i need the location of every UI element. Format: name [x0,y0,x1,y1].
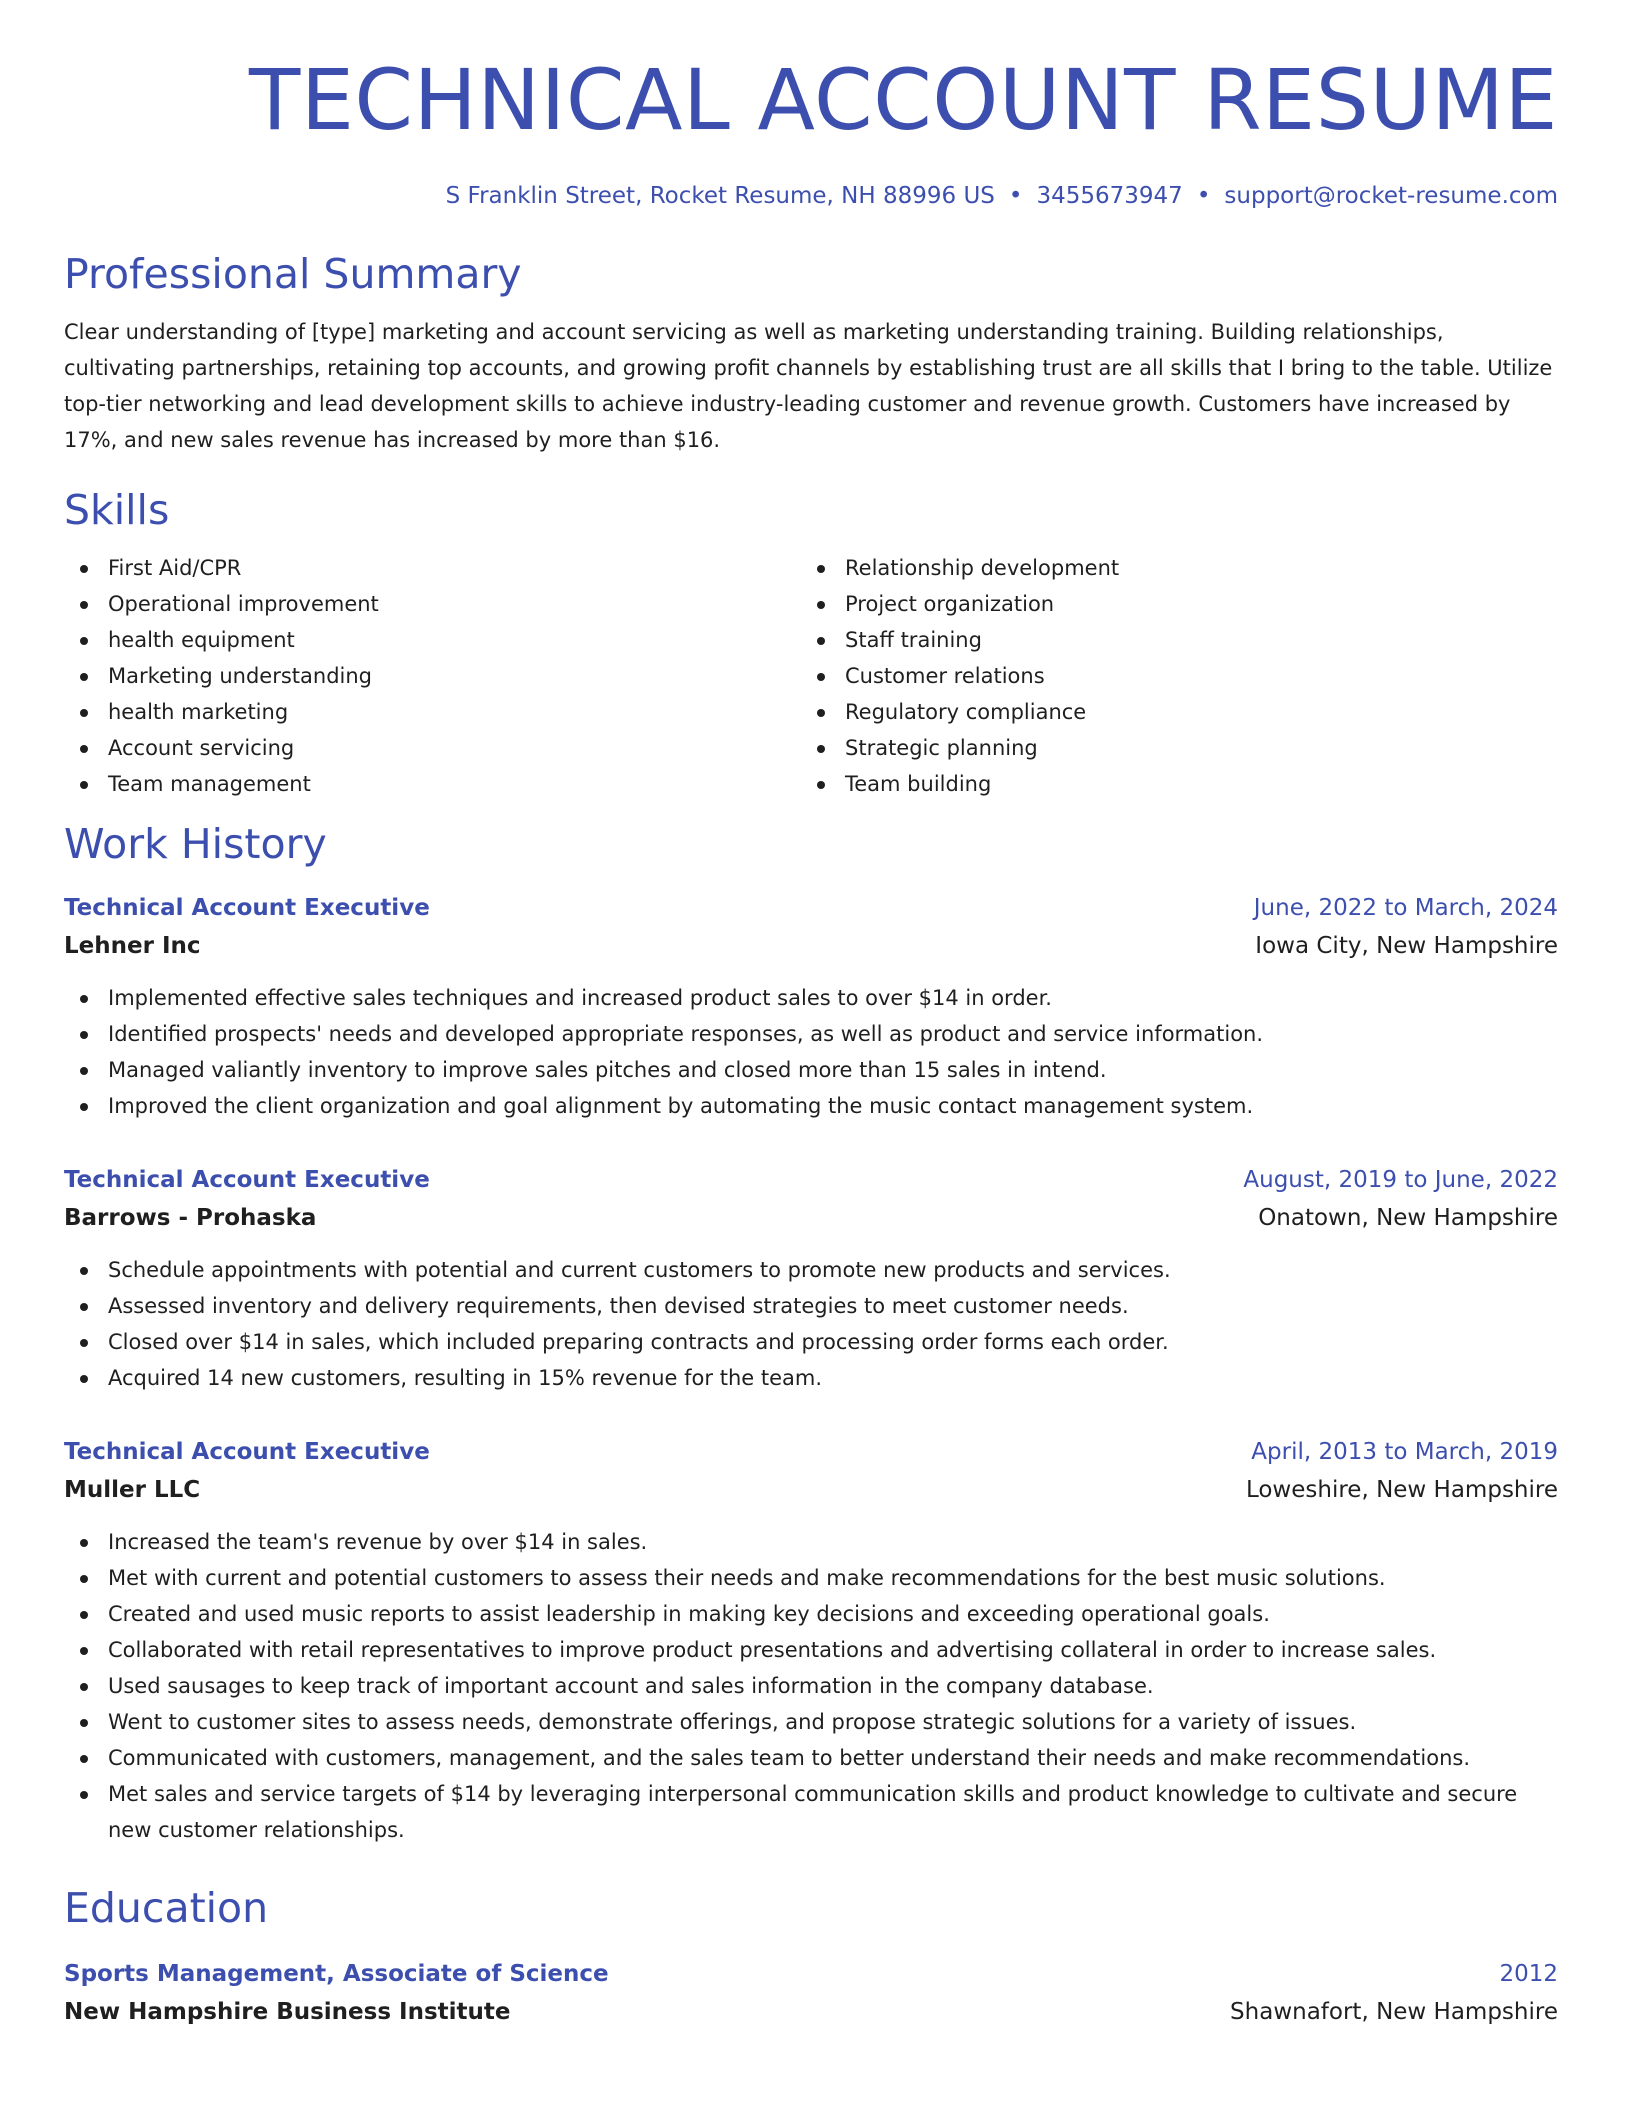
resume-header [64,0,1558,212]
job-location: Loweshire, New Hampshire [1245,1477,1558,1503]
skill-item: Operational improvement [64,586,801,622]
job-entry [64,890,1558,1124]
skill-item: Regulatory compliance [801,694,1538,730]
skill-item: Staff training [801,622,1538,658]
resume-page [64,0,1558,2032]
skill-item: health equipment [64,622,801,658]
phone: 3455673947 [1036,183,1183,209]
job-bullet: Went to customer sites to assess needs, demonstrate offerings, and propose strategic solutions for a variety of issues. [64,1704,1558,1740]
job-bullet: Managed valiantly inventory to improve sales pitches and closed more than 15 sales in intend. [64,1052,1558,1088]
school-location: Shawnafort, New Hampshire [1230,1999,1558,2025]
job-bullet: Acquired 14 new customers, resulting in 15% revenue for the team. [64,1360,1558,1396]
job-bullet: Created and used music reports to assist leadership in making key decisions and exceeding operational goals. [64,1596,1558,1632]
job-dates: August, 2019 to June, 2022 [1243,1167,1558,1193]
job-bullet: Schedule appointments with potential and current customers to promote new products and services. [64,1252,1558,1288]
job-entry [64,1434,1558,1848]
section-title-skills: Skills [64,486,170,534]
skill-item: Marketing understanding [64,658,801,694]
job-bullet: Closed over $14 in sales, which included preparing contracts and processing order forms each order. [64,1324,1558,1360]
graduation-year: 2012 [1499,1961,1558,1987]
job-bullets [64,1252,1558,1396]
job-company-row [64,1470,1558,1510]
job-bullet: Assessed inventory and delivery requirements, then devised strategies to meet customer needs. [64,1288,1558,1324]
skill-item: Strategic planning [801,730,1538,766]
skill-item: Customer relations [801,658,1538,694]
section-title-education: Education [64,1884,269,1932]
skills-column-left [64,550,801,802]
skill-item: Team building [801,766,1538,802]
contact-line [64,180,1558,212]
job-bullets [64,980,1558,1124]
job-bullet: Implemented effective sales techniques and increased product sales to over $14 in order. [64,980,1558,1016]
skills-column-right [801,550,1538,802]
separator-dot: • [1196,183,1211,209]
skill-item: Relationship development [801,550,1538,586]
skill-item: First Aid/CPR [64,550,801,586]
separator-dot: • [1008,183,1023,209]
job-bullet: Met sales and service targets of $14 by leveraging interpersonal communication skills and product knowledge to cultivate and secure new customer relationships. [64,1776,1558,1848]
job-location: Iowa City, New Hampshire [1255,933,1558,959]
job-bullet: Increased the team's revenue by over $14 in sales. [64,1524,1558,1560]
company-name: Barrows - Prohaska [64,1205,317,1231]
address: S Franklin Street, Rocket Resume, NH 88996 US [445,183,995,209]
job-title: Technical Account Executive [64,895,430,921]
section-title-work-history: Work History [64,820,327,868]
job-title: Technical Account Executive [64,1439,430,1465]
job-dates: June, 2022 to March, 2024 [1253,895,1558,921]
job-header-row [64,1162,1558,1198]
section-title-summary: Professional Summary [64,250,522,298]
degree: Sports Management, Associate of Science [64,1961,609,1987]
job-header-row [64,890,1558,926]
email-link[interactable]: support@rocket-resume.com [1224,183,1558,209]
job-company-row [64,926,1558,966]
school-name: New Hampshire Business Institute [64,1999,511,2025]
job-dates: April, 2013 to March, 2019 [1251,1439,1558,1465]
job-bullets [64,1524,1558,1848]
company-name: Lehner Inc [64,933,201,959]
job-bullet: Improved the client organization and goal alignment by automating the music contact management system. [64,1088,1558,1124]
skill-item: Team management [64,766,801,802]
job-bullet: Used sausages to keep track of important account and sales information in the company database. [64,1668,1558,1704]
job-company-row [64,1198,1558,1238]
job-header-row [64,1434,1558,1470]
job-location: Onatown, New Hampshire [1258,1205,1558,1231]
education-entry [64,1956,1558,2032]
job-bullet: Met with current and potential customers to assess their needs and make recommendations for the best music solutions. [64,1560,1558,1596]
resume-title: TECHNICAL ACCOUNT RESUME [249,51,1558,149]
skills-list [64,550,1558,802]
education-school-row [64,1992,1558,2032]
education-header-row [64,1956,1558,1992]
job-entry [64,1162,1558,1396]
job-bullet: Identified prospects' needs and developed appropriate responses, as well as product and service information. [64,1016,1558,1052]
job-title: Technical Account Executive [64,1167,430,1193]
skill-item: health marketing [64,694,801,730]
job-bullet: Collaborated with retail representatives to improve product presentations and advertising collateral in order to increase sales. [64,1632,1558,1668]
skill-item: Account servicing [64,730,801,766]
job-bullet: Communicated with customers, management, and the sales team to better understand their needs and make recommendations. [64,1740,1558,1776]
summary-text: Clear understanding of [type] marketing and account servicing as well as marketing understanding training. Building relationships, cultivating partnerships, retaining top accounts, and growing profit channels by establishing trust are all skills that I bring to the table. Utilize top-tier networking and lead development skills to achieve industry-leading customer and revenue growth. Customers have increased by 17%, and new sales revenue has increased by more than $16. [64,320,1553,452]
company-name: Muller LLC [64,1477,201,1503]
skill-item: Project organization [801,586,1538,622]
